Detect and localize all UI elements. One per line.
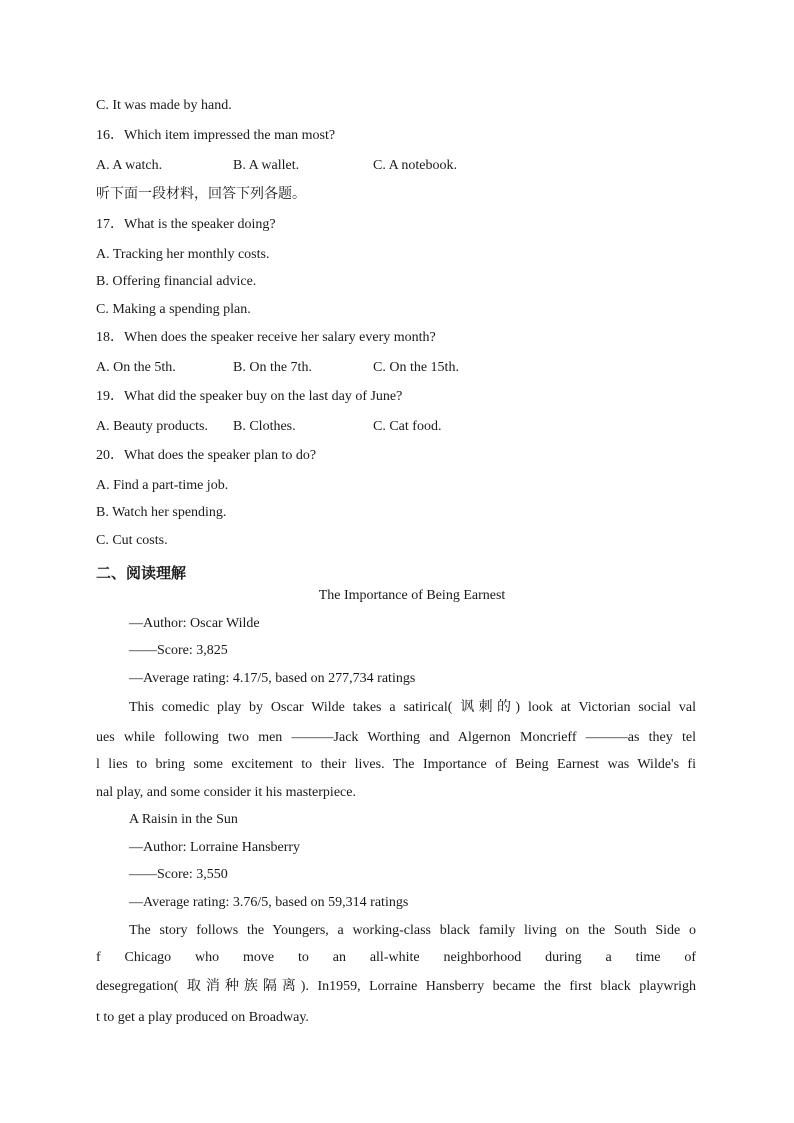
book1-paragraph-line3: l lies to bring some excitement to their lives. The Importance of Being Earnest was Wilde's fi: [96, 757, 696, 772]
listening-instruction: 听下面一段材料，回答下列各题。: [96, 186, 306, 202]
q16-option-c: C. A notebook.: [373, 158, 458, 173]
section-title: 二、阅读理解: [96, 564, 187, 582]
q16-option-b: B. A wallet.: [233, 158, 300, 173]
book2-rating: —Average rating: 3.76/5, based on 59,314 ratings: [129, 895, 409, 910]
q18-option-c: C. On the 15th.: [373, 360, 459, 375]
book2-paragraph-line3: desegregation( 取消种族隔离). In1959, Lorraine Hansberry became the first black playwrigh: [96, 979, 696, 994]
q19-option-a: A. Beauty products.: [96, 419, 208, 434]
book2-paragraph-line4: t to get a play produced on Broadway.: [96, 1010, 309, 1025]
q18-stem: 18．When does the speaker receive her salary every month?: [96, 330, 436, 345]
q17-stem: 17．What is the speaker doing?: [96, 217, 276, 232]
book2-paragraph-line2: f Chicago who move to an all-white neighborhood during a time of: [96, 950, 696, 965]
q19-option-b: B. Clothes.: [233, 419, 296, 434]
book2-score: ——Score: 3,550: [129, 867, 228, 882]
book1-paragraph-line4: nal play, and some consider it his masterpiece.: [96, 785, 356, 800]
book1-score: ——Score: 3,825: [129, 643, 228, 658]
q19-stem: 19．What did the speaker buy on the last day of June?: [96, 389, 403, 404]
q20-option-c: C. Cut costs.: [96, 533, 168, 548]
q17-option-c: C. Making a spending plan.: [96, 302, 251, 317]
book1-paragraph-line2: ues while following two men ———Jack Worthing and Algernon Moncrieff ———as they tel: [96, 730, 696, 745]
q20-option-b: B. Watch her spending.: [96, 505, 227, 520]
q15-option-c: C. It was made by hand.: [96, 98, 232, 113]
book2-paragraph-line1: The story follows the Youngers, a working-class black family living on the South Side o: [129, 923, 696, 938]
q19-option-c: C. Cat food.: [373, 419, 442, 434]
book1-rating: —Average rating: 4.17/5, based on 277,734 ratings: [129, 671, 416, 686]
q18-option-b: B. On the 7th.: [233, 360, 312, 375]
q17-option-b: B. Offering financial advice.: [96, 274, 257, 289]
q20-option-a: A. Find a part-time job.: [96, 478, 229, 493]
q18-option-a: A. On the 5th.: [96, 360, 176, 375]
book2-author: —Author: Lorraine Hansberry: [129, 840, 301, 855]
book1-title: The Importance of Being Earnest: [318, 588, 506, 603]
book1-author: —Author: Oscar Wilde: [129, 616, 260, 631]
q17-option-a: A. Tracking her monthly costs.: [96, 247, 270, 262]
q16-stem: 16．Which item impressed the man most?: [96, 128, 336, 143]
q20-stem: 20．What does the speaker plan to do?: [96, 448, 317, 463]
q16-option-a: A. A watch.: [96, 158, 163, 173]
book1-paragraph-line1: This comedic play by Oscar Wilde takes a satirical( 讽刺的) look at Victorian social val: [129, 700, 696, 715]
book2-title: A Raisin in the Sun: [129, 812, 238, 827]
